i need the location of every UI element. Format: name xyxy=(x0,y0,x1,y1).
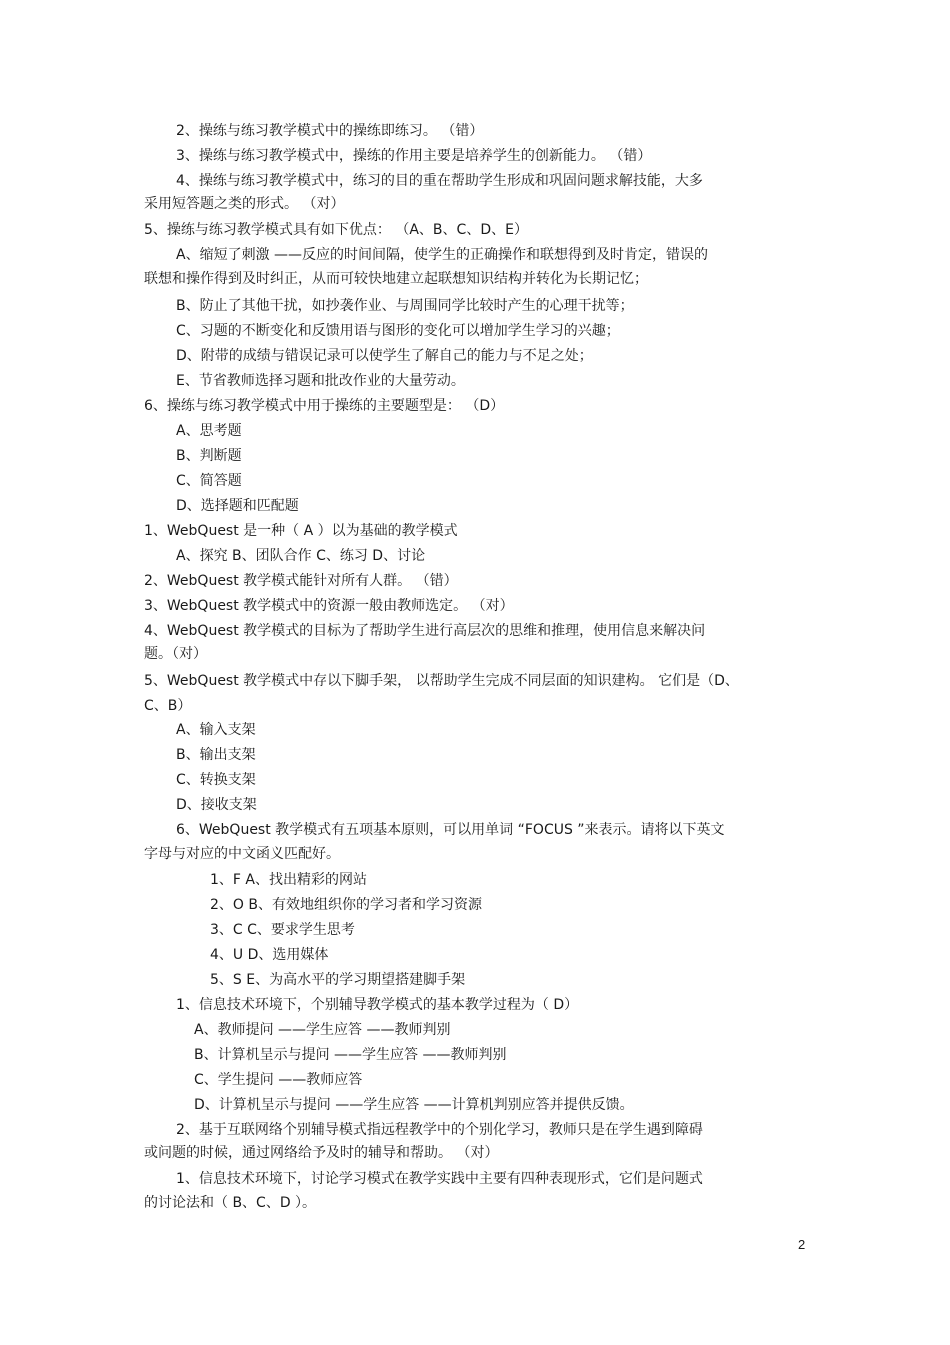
text-line: 1、信息技术环境下，讨论学习模式在教学实践中主要有四种表现形式，它们是问题式 xyxy=(176,1171,703,1187)
text-line: A、输入支架 xyxy=(176,722,256,738)
text-line: 5、WebQuest 教学模式中存以下脚手架， 以帮助学生完成不同层面的知识建构。 它们是（D、 xyxy=(144,673,739,689)
text-line: 4、WebQuest 教学模式的目标为了帮助学生进行高层次的思维和推理，使用信息来解决问 xyxy=(144,623,706,639)
text-line: B、防止了其他干扰，如抄袭作业、与周围同学比较时产生的心理干扰等； xyxy=(176,298,634,314)
text-line: 3、操练与练习教学模式中，操练的作用主要是培养学生的创新能力。 （错） xyxy=(176,148,652,164)
text-line: C、转换支架 xyxy=(176,772,256,788)
page-number: 2 xyxy=(798,1237,806,1252)
text-line: 2、操练与练习教学模式中的操练即练习。 （错） xyxy=(176,123,484,139)
text-line: 字母与对应的中文函义匹配好。 xyxy=(144,846,340,862)
text-line: A、教师提问 ——学生应答 ——教师判别 xyxy=(194,1022,451,1038)
text-line: A、探究 B、团队合作 C、练习 D、讨论 xyxy=(176,548,426,564)
text-line: C、B） xyxy=(144,698,192,714)
text-line: 2、WebQuest 教学模式能针对所有人群。 （错） xyxy=(144,573,458,589)
text-line: 题。（对） xyxy=(144,646,207,662)
text-line: 2、O B、有效地组织你的学习者和学习资源 xyxy=(210,897,482,913)
text-line: 5、S E、为高水平的学习期望搭建脚手架 xyxy=(210,972,466,988)
text-line: 6、WebQuest 教学模式有五项基本原则，可以用单词 “FOCUS ”来表示。请将以下英文 xyxy=(176,822,725,838)
text-line: 1、WebQuest 是一种（ A ）以为基础的教学模式 xyxy=(144,523,458,539)
text-line: D、选择题和匹配题 xyxy=(176,498,299,514)
text-line: A、缩短了刺激 ——反应的时间间隔，使学生的正确操作和联想得到及时肯定，错误的 xyxy=(176,247,709,263)
text-line: C、简答题 xyxy=(176,473,242,489)
text-line: 的讨论法和（ B、C、D ）。 xyxy=(144,1195,317,1211)
text-line: 5、操练与练习教学模式具有如下优点： （A、B、C、D、E） xyxy=(144,222,528,238)
text-line: 4、操练与练习教学模式中，练习的目的重在帮助学生形成和巩固问题求解技能，大多 xyxy=(176,173,703,189)
text-line: 2、基于互联网络个别辅导模式指远程教学中的个别化学习，教师只是在学生遇到障碍 xyxy=(176,1122,703,1138)
text-line: 联想和操作得到及时纠正，从而可较快地建立起联想知识结构并转化为长期记忆； xyxy=(144,271,648,287)
text-line: 4、U D、选用媒体 xyxy=(210,947,329,963)
text-line: B、计算机呈示与提问 ——学生应答 ——教师判别 xyxy=(194,1047,507,1063)
text-line: C、学生提问 ——教师应答 xyxy=(194,1072,363,1088)
text-line: 6、操练与练习教学模式中用于操练的主要题型是： （D） xyxy=(144,398,505,414)
text-line: E、节省教师选择习题和批改作业的大量劳动。 xyxy=(176,373,465,389)
text-line: B、判断题 xyxy=(176,448,242,464)
text-line: 1、F A、找出精彩的网站 xyxy=(210,872,367,888)
text-line: 3、C C、要求学生思考 xyxy=(210,922,355,938)
text-line: 采用短答题之类的形式。 （对） xyxy=(144,196,345,212)
text-line: 或问题的时候，通过网络给予及时的辅导和帮助。 （对） xyxy=(144,1145,499,1161)
text-line: A、思考题 xyxy=(176,423,242,439)
text-line: C、习题的不断变化和反馈用语与图形的变化可以增加学生学习的兴趣； xyxy=(176,323,620,339)
text-line: D、附带的成绩与错误记录可以使学生了解自己的能力与不足之处； xyxy=(176,348,593,364)
text-line: 3、WebQuest 教学模式中的资源一般由教师选定。 （对） xyxy=(144,598,514,614)
text-line: 1、信息技术环境下，个别辅导教学模式的基本教学过程为（ D） xyxy=(176,997,579,1013)
text-line: D、接收支架 xyxy=(176,797,257,813)
text-line: B、输出支架 xyxy=(176,747,256,763)
text-line: D、计算机呈示与提问 ——学生应答 ——计算机判别应答并提供反馈。 xyxy=(194,1097,634,1113)
